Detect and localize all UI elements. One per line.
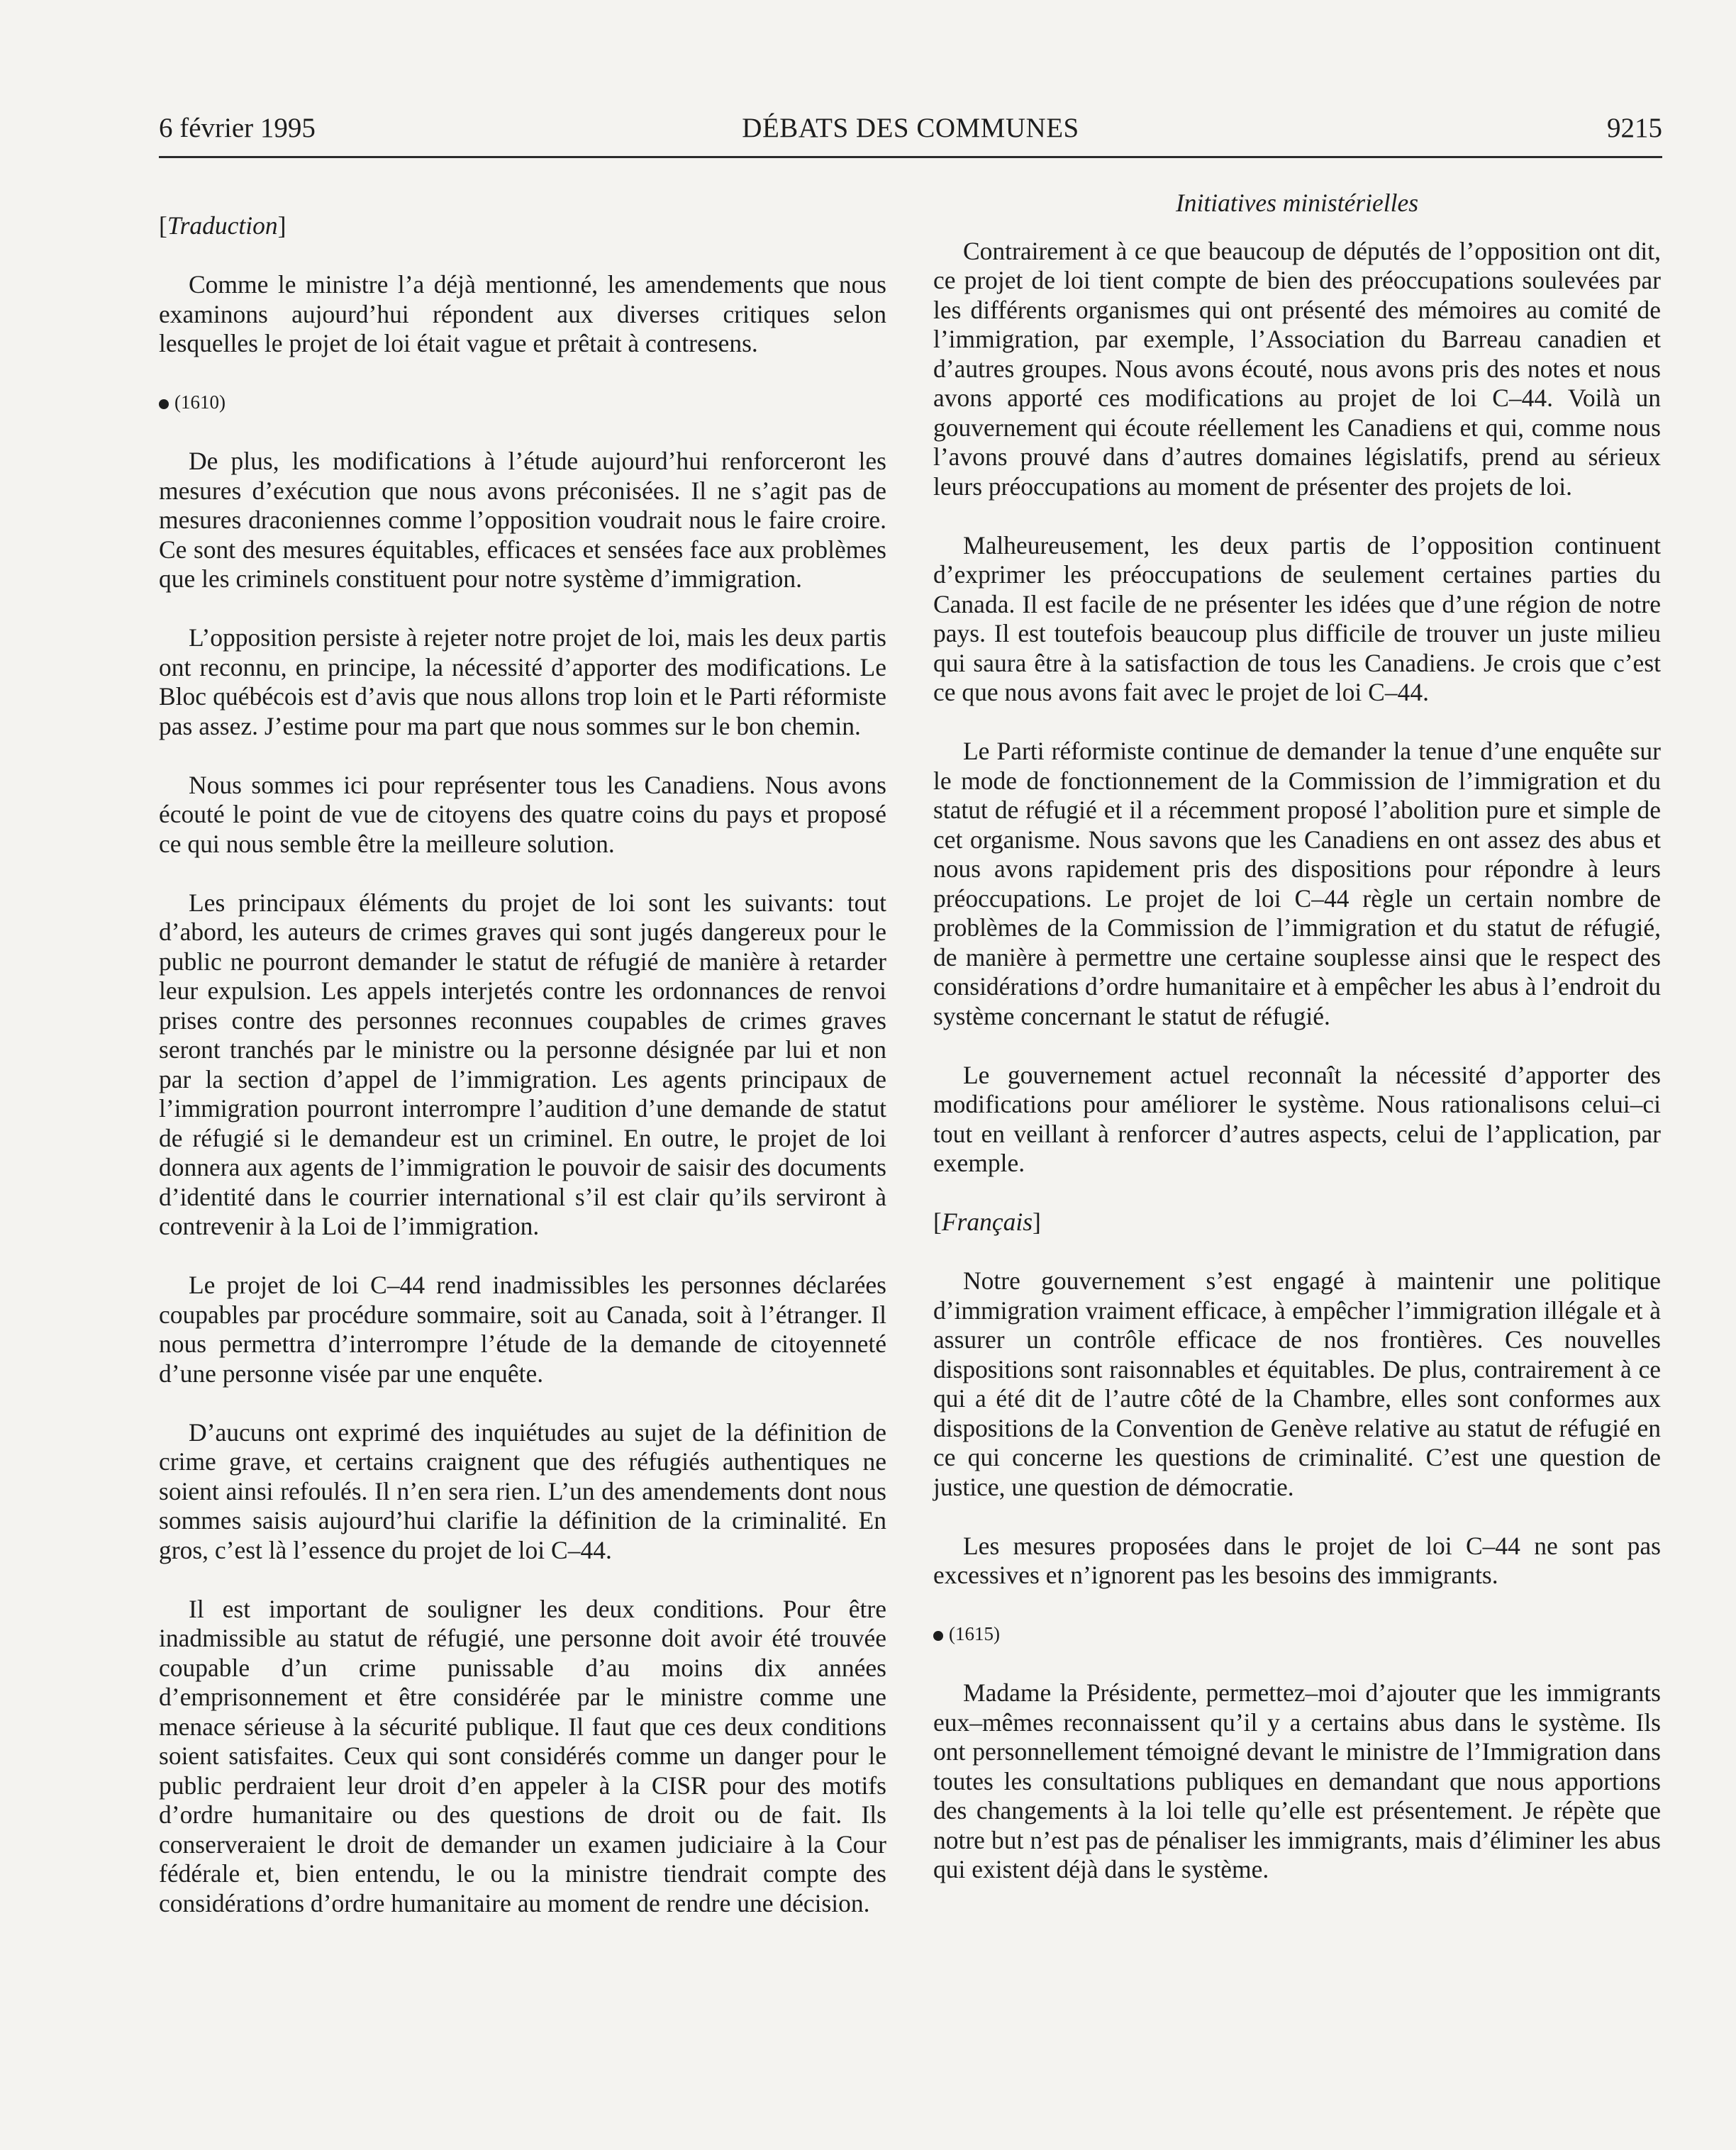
left-column-top-spacer (159, 170, 886, 211)
paragraph: Notre gouvernement s’est engagé à maintenir une politique d’immigration vraiment efficace, à empêcher l’immigration illégale et à assurer un contrôle efficace de nos frontières. Ces nouvelles dispositions sont raisonnables et équitables. De plus, contrairement à ce qui a été dit de l’autre côté de la Chambre, elles sont conformes aux dispositions de la Convention de Genève relative au statut de réfugié en ce qui concerne les questions de criminalité. C’est une question de justice, une question de démocratie. (933, 1266, 1661, 1501)
paragraph: Contrairement à ce que beaucoup de députés de l’opposition ont dit, ce projet de loi tient compte de bien des préoccupations soulevées par les différents organismes qui ont présenté des mémoires au comité de l’immigration, par exemple, l’Association du Barreau canadien et d’autres groupes. Nous avons écouté, nous avons pris des notes et nous avons apporté ces modifications au projet de loi C–44. Voilà un gouvernement qui écoute réellement les Canadiens et qui, comme nous l’avons prouvé dans d’autres domaines législatifs, prend au sérieux leurs préoccupations au moment de présenter des projets de loi. (933, 236, 1661, 501)
bullet-icon (159, 399, 169, 409)
paragraph: Comme le ministre l’a déjà mentionné, les amendements que nous examinons aujourd’hui répondent aux diverses critiques selon lesquelles le projet de loi était vague et prêtait à contresens. (159, 270, 886, 357)
bullet-icon (933, 1631, 943, 1641)
section-language-mark-text: Français (941, 1208, 1033, 1236)
section-language-mark: [Français] (933, 1208, 1041, 1236)
time-stamp (159, 388, 886, 418)
header-rule (159, 156, 1662, 158)
running-head: Initiatives ministérielles (1175, 189, 1419, 217)
right-column (933, 170, 1661, 1914)
section-language-mark: [Traduction] (159, 211, 286, 240)
paragraph: Madame la Présidente, permettez–moi d’ajouter que les immigrants eux–mêmes reconnaissent qu’il y a certains abus dans le système. Ils ont personnellement témoigné devant le ministre de l’Immigration dans toutes les consultations publiques en demandant que nous apportions des changements à la loi telle qu’elle est présentement. Je répète que notre but n’est pas de pénaliser les immigrants, mais d’éliminer les abus qui existent déjà dans le système. (933, 1678, 1661, 1883)
header-date: 6 février 1995 (159, 113, 316, 143)
paragraph: Nous sommes ici pour représenter tous les Canadiens. Nous avons écouté le point de vue de citoyens des quatre coins du pays et proposé ce qui nous semble être la meilleure solution. (159, 770, 886, 858)
left-column (159, 170, 886, 1948)
paragraph: Les mesures proposées dans le projet de loi C–44 ne sont pas excessives et n’ignorent pas les besoins des immigrants. (933, 1531, 1661, 1589)
paragraph: Le Parti réformiste continue de demander la tenue d’une enquête sur le mode de fonctionnement de la Commission de l’immigration et du statut de réfugié et il a récemment proposé l’abolition pure et simple de cet organisme. Nous savons que les Canadiens en ont assez des abus et nous avons rapidement pris des dispositions pour répondre à leurs préoccupations. Le projet de loi C–44 règle un certain nombre de problèmes de la Commission de l’immigration et du statut de réfugié, de manière à permettre une certaine souplesse ainsi que le respect des considérations d’ordre humanitaire et à empêcher les abus à l’endroit du système concernant le statut de réfugié. (933, 737, 1661, 1030)
paragraph: Il est important de souligner les deux conditions. Pour être inadmissible au statut de réfugié, une personne doit avoir été trouvée coupable d’un crime punissable d’au moins dix années d’emprisonnement et être considérée par le ministre comme une menace sérieuse à la sécurité publique. Il faut que ces deux conditions soient satisfaites. Ceux qui sont considérés comme un danger pour le public perdraient leur droit d’en appeler à la CISR pour des motifs d’ordre humanitaire ou des questions de droit ou de fait. Ils conserveraient le droit de demander un examen judiciaire à la Cour fédérale et, bien entendu, le ou la ministre tiendrait compte des considérations d’ordre humanitaire au moment de rendre une décision. (159, 1594, 886, 1917)
paragraph: Malheureusement, les deux partis de l’opposition continuent d’exprimer les préoccupations de seulement certaines parties du Canada. Il est facile de ne présenter les idées que d’une région de notre pays. Il est toutefois beaucoup plus difficile de trouver un juste milieu qui saura être à la satisfaction de tous les Canadiens. Je crois que c’est ce que nous avons fait avec le projet de loi C–44. (933, 530, 1661, 706)
header-title: DÉBATS DES COMMUNES (742, 113, 1079, 143)
page-header (159, 112, 1662, 155)
paragraph: L’opposition persiste à rejeter notre projet de loi, mais les deux partis ont reconnu, en principe, la nécessité d’apporter des modifications. Le Bloc québécois est d’avis que nous allons trop loin et le Parti réformiste pas assez. J’estime pour ma part que nous sommes sur le bon chemin. (159, 623, 886, 740)
time-stamp (933, 1620, 1661, 1649)
paragraph: De plus, les modifications à l’étude aujourd’hui renforceront les mesures d’exécution que nous avons préconisées. Il ne s’agit pas de mesures draconiennes comme l’opposition voudrait nous le faire croire. Ce sont des mesures équitables, efficaces et sensées face aux problèmes que les criminels constituent pour notre système d’immigration. (159, 447, 886, 593)
section-language-mark-text: Traduction (167, 211, 278, 240)
paragraph: Les principaux éléments du projet de loi sont les suivants: tout d’abord, les auteurs de crimes graves qui sont jugés dangereux pour le public ne pourront demander le statut de réfugié de manière à retarder leur expulsion. Les appels interjetés contre les ordonnances de renvoi prises contre des personnes reconnues coupables de crimes graves seront tranchés par le ministre ou la personne désignée par lui et non par la section d’appel de l’immigration. Les agents principaux de l’immigration pourront interrompre l’audition d’une demande de statut de réfugié si le demandeur est un criminel. En outre, le projet de loi donnera aux agents de l’immigration le pouvoir de saisir des documents d’identité dans le courrier international s’il est clair qu’ils serviront à contrevenir à la Loi de l’immigration. (159, 888, 886, 1240)
paragraph: Le gouvernement actuel reconnaît la nécessité d’apporter des modifications pour améliorer le système. Nous rationalisons celui–ci tout en veillant à renforcer d’autres aspects, celui de l’application, par exemple. (933, 1060, 1661, 1177)
time-stamp-text: (1610) (174, 391, 226, 413)
time-stamp-text: (1615) (949, 1623, 1000, 1644)
paragraph: D’aucuns ont exprimé des inquiétudes au sujet de la définition de crime grave, et certains craignent que des réfugiés authentiques ne soient ainsi refoulés. Il n’en sera rien. L’un des amendements dont nous sommes saisis aujourd’hui clarifie la définition de la criminalité. En gros, c’est là l’essence du projet de loi C–44. (159, 1417, 886, 1564)
header-page-number: 9215 (1607, 113, 1662, 143)
paragraph: Le projet de loi C–44 rend inadmissibles les personnes déclarées coupables par procédure sommaire, soit au Canada, soit à l’étranger. Il nous permettra d’interrompre l’étude de la demande de citoyenneté d’une personne visée par une enquête. (159, 1271, 886, 1388)
